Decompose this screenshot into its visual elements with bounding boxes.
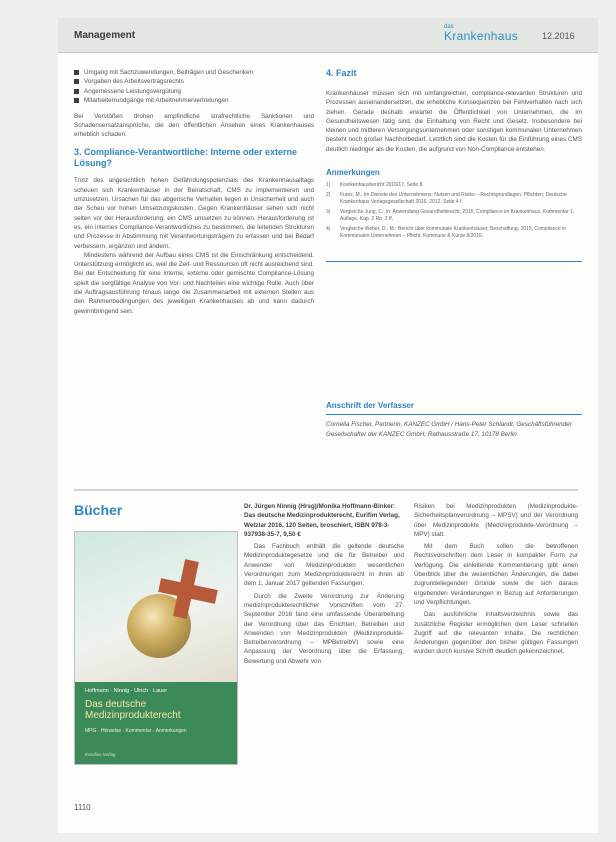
page-number: 1110 — [74, 803, 91, 812]
book-review-column-2 — [414, 502, 578, 657]
paragraph: Mindestens während der Aufbau eines CMS ist die Einschränkung entscheidend. Unterstützung ermöglicht es, weil die Zeit- und Ressourcen oft nicht ausreichend sind. Bei der Entscheidung für eine interne, externe oder gemischte Compliance-Lösung spielt die sorgfältige Analyse von Vor- und Nachteilen eine wichtige Rolle. Auch über die Auftragsausführung hinaus lange die Zusammenarbeit mit externen Stellen aus den Rahmenbedingungen des jeweiligen Krankenhauses ab und kann dadurch gewinnbringend sein. — [74, 251, 314, 315]
cover-title: Das deutsche Medizinprodukterecht — [85, 699, 181, 721]
bullet-list — [74, 68, 314, 106]
note-item: 2) Franz, M.: Im Dienste des Unternehmens; Nutzen und Risiko – Rechtsgrundlagen, Pflichten; Deutsche Krankenhaus Verlagsgesellschaft 2016, 2012, Seite 4 f. — [326, 192, 567, 206]
page-header — [58, 18, 598, 53]
books-heading: Bücher — [74, 502, 123, 518]
book-review-column-1 — [244, 502, 404, 666]
paragraph: Trotz des angesichtlich hohen Gefährdungspotenzials des Krankenhausalltags scheuen sich Krankenhäuser in der Beiratschaft, CMS zu implementieren und umzusetzen. Ursachen für das abgerische Verhalten liegen in Unsicherheit und auch der Scheu vor hohen Umsetzungskosten. Gegen Krankenhäuser sehen sich nicht selten vor der Herausforderung, ein CMS umsetzen zu können. Herausforderung ist es, ein internes Compliance-Verantwortliches zu bestimmen, die leitenden Strukturen und Prozesse in Abstimmung mit Verantwortungsträgern zu erfassen und bei Bedarf verbessern, ergänzen und ändern. — [74, 177, 314, 250]
list-item: Vorgaben des Arbeitsvertragsrechts — [74, 77, 314, 86]
paragraph: Durch die Zweite Verordnung zur Änderung medizinprodukterechtlicher Vorschriften vom 27. September 2016 fand eine umfassende Überarbeitung der Verordnung über das Errichten, Betreiben und Anwenden von Medizinprodukten (Medizinprodukte-Betreiberverordnung – MPBetreibV) sowie eine Anpassung der Verordnung über die Erfassung, Bewertung und Abwehr von — [244, 592, 404, 665]
cover-publisher: Eurofins Verlag — [85, 752, 116, 757]
paragraph: Mit dem Buch sollen die betroffenen Rechtsvorschriften dem Leser in kompakter Form zur Verfügung. Die einleitende Kommentierung gibt einen Überblick über die wesentlichen Änderungen, die dabei zugrundeliegenden Gründe sowie die sich daraus ergebenden Veränderungen in Bezug auf Anforderungen und Verpflichtungen. — [414, 543, 578, 606]
bullet-square-icon — [74, 70, 79, 75]
article-right-column — [326, 68, 582, 243]
paragraph: Bei Verstößen drohen empfindliche strafrechtliche Sanktionen und Schadensersatzansprüche, die den öffentlichen Ansehen eines Krankenhauses erheblich schaden. — [74, 112, 314, 139]
journal-logo: Krankenhaus — [444, 29, 519, 43]
paragraph: Risiken bei Medizinprodukten (Medizinprodukte-Sicherheitsplanverordnung – MPSV) und der Verordnung über Medizinprodukte (Medizinprodukte-Verordnung – MPV) statt. — [414, 503, 578, 538]
article-left-column — [74, 68, 314, 316]
paragraph: Das Fachbuch enthält die geltende deutsche Medizinproduktegesetze und die für Betreiber und Anwender von Medizinprodukten wesentlichen Verordnungen zum Medizinprodukterecht in ihren ab dem 1. Januar 2017 geltenden Fassungen. — [244, 543, 404, 588]
list-item: Angemessene Leistungsvergütung — [74, 87, 314, 96]
cover-subtitle: MPG · Hinweise · Kommentar · Anmerkungen — [85, 728, 187, 734]
notes-rule — [326, 261, 582, 262]
bullet-square-icon — [74, 89, 79, 94]
issue-date: 12.2016 — [542, 31, 575, 41]
address-block — [326, 401, 582, 439]
journal-logo-small: das — [444, 24, 454, 30]
note-item: 3) Vergleiche Jung, C., in: Anwendung Gesundheitsrecht, 2016, Compliance im Krankenhaus, Kommentar 1. Auflage, Kap. 2 Rn. 2 ff. — [326, 209, 575, 223]
books-divider — [74, 489, 578, 491]
list-item: Mitarbeiterrundgänge mit Arbeitnehmervertretungen — [74, 96, 314, 105]
book-cover-image — [74, 531, 238, 765]
address-rule — [326, 414, 582, 415]
section-label: Management — [74, 30, 136, 41]
note-item: 4) Vergleiche Weber, D., M.: Bericht über kommunale Krankenhäuser, Beschaffung, 2015, Compliance in Kommunalen Unternehmen – Pflicht, Kommune & Kürze 8/2016. — [326, 226, 567, 240]
paragraph: Das ausführliche Inhaltsverzeichnis sowie das zusätzliche Register ermöglichen dem Leser schnellen Zugriff auf die relevanten Inhalte. Die rechtlichen Änderungen gegenüber den bisher gültigen Fassungen wurden durch kursive Schrift deutlich gekennzeichnet. — [414, 611, 578, 656]
section-heading-3: 3. Compliance-Verantwortliche: Interne oder externe Lösung? — [74, 147, 298, 169]
notes-list — [326, 182, 582, 240]
bullet-square-icon — [74, 98, 79, 103]
paragraph: Krankenhäuser müssen sich mit umfangreichen, compliance-relevanten Strukturen und Prozessen auseinandersetzen, die erhebliche Konsequenzen bei Fehlverhalten nach sich ziehen. Gerade deshalb erwartet die Öffentlichkeit von Unternehmen, die im Gesundheitswesen tätig sind, die Einhaltung von Recht und Gesetz. Insbesondere bei kleinen und mittleren Versorgungsunternehmen oder sonstigen kommunalen Unternehmen besteht noch großer Nachholbedarf. Letztlich sind die Kosten für die Einführung eines CMS deutlich niedriger als die Kosten, die aufgrund von Non-Compliance entstehen. — [326, 90, 582, 153]
section-heading-4: 4. Fazit — [326, 68, 357, 78]
list-item: Umgang mit Sachzuwendungen, Beiträgen und Geschenken — [74, 68, 314, 77]
cover-authors: Hoffmann · Ninnig · Ulrich · Lauer — [85, 688, 168, 694]
address-text: Cornelia Fischer, Partnerin, KANZEC GmbH / Hans-Peter Schlandt, Geschäftsführender Gesellschafter der KANZEC GmbH, Rathausstraße 17, 10178 Berlin — [326, 421, 572, 438]
address-heading: Anschrift der Verfasser — [326, 401, 415, 410]
page — [58, 18, 598, 833]
book-citation: Dr. Jürgen Ninnig (Hrsg)/Monika Hoffmann-Binker: Das deutsche Medizinprodukterecht, Eurifim Verlag, Wetzlar 2016, 120 Seiten, broschiert, ISBN 978-3-937938-35-7, 9,50 € — [244, 503, 400, 538]
notes-heading: Anmerkungen — [326, 168, 380, 178]
note-item: 1) Krankenhausbericht 2016/17, Seite 8. — [326, 182, 424, 189]
bullet-square-icon — [74, 79, 79, 84]
